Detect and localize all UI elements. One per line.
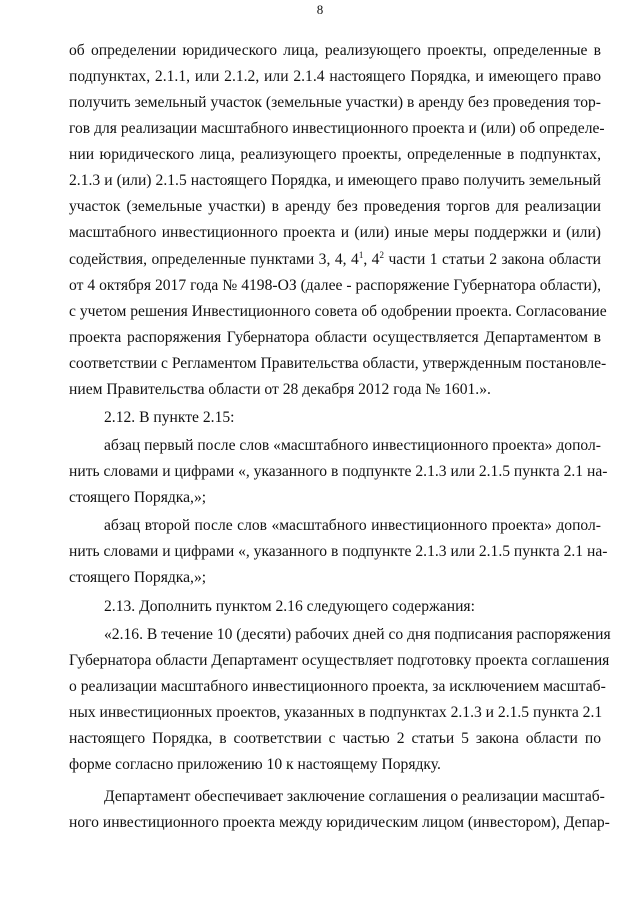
text-line: Губернатора области Департамент осуществляет подготовку проекта соглашения	[69, 652, 610, 669]
text-line: о реализации масштабного инвестиционного проекта, за исключением масштаб-	[69, 678, 606, 695]
text-line: подпунктах, 2.1.1, или 2.1.2, или 2.1.4 настоящего Порядка, и имеющего право	[69, 68, 601, 85]
text-line: нием Правительства области от 28 декабря 2012 года № 1601.».	[69, 381, 491, 398]
text-line: от 4 октября 2017 года № 4198-ОЗ (далее - распоряжение Губернатора области),	[69, 277, 601, 294]
text-line: соответствии с Регламентом Правительства области, утвержденным постановле-	[69, 355, 607, 372]
line-text-after: части 1 статьи 2 закона области	[383, 251, 601, 268]
text-line: форме согласно приложению 10 к настоящему Порядку.	[69, 756, 441, 773]
text-line: нить словами и цифрами «, указанного в подпункте 2.1.3 или 2.1.5 пункта 2.1 на-	[69, 463, 608, 480]
superscript: 2	[379, 250, 384, 260]
text-line: об определении юридического лица, реализующего проекты, определенные в	[69, 42, 601, 59]
section-heading: 2.12. В пункте 2.15:	[104, 409, 235, 426]
text-line: Департамент обеспечивает заключение соглашения о реализации масштаб-	[104, 788, 605, 805]
text-line: получить земельный участок (земельные участки) в аренду без проведения тор-	[69, 94, 601, 111]
text-line: абзац второй после слов «масштабного инвестиционного проекта» допол-	[104, 517, 601, 534]
text-line: абзац первый после слов «масштабного инвестиционного проекта» допол-	[104, 437, 601, 454]
line-text-before: содействия, определенные пунктами 3, 4, 4	[69, 251, 359, 268]
line-text-mid: , 4	[363, 251, 380, 268]
text-line: нить словами и цифрами «, указанного в подпункте 2.1.3 или 2.1.5 пункта 2.1 на-	[69, 543, 608, 560]
text-line: стоящего Порядка,»;	[69, 489, 207, 506]
superscript: 1	[358, 250, 364, 260]
text-line: масштабного инвестиционного проекта и (или) иные меры поддержки и (или)	[69, 224, 601, 241]
text-line: настоящего Порядка, в соответствии с частью 2 статьи 5 закона области по	[69, 730, 601, 747]
text-line: ного инвестиционного проекта между юридическим лицом (инвестором), Депар-	[69, 814, 610, 831]
text-line: участок (земельные участки) в аренду без проведения торгов для реализации	[69, 198, 601, 215]
text-line: гов для реализации масштабного инвестиционного проекта и (или) об определе-	[69, 120, 605, 137]
text-line: нии юридического лица, реализующего проекты, определенные в подпунктах,	[69, 146, 601, 163]
text-line: 2.1.3 и (или) 2.1.5 настоящего Порядка, и имеющего право получить земельный	[69, 172, 601, 189]
text-line: проекта распоряжения Губернатора области осуществляется Департаментом в	[69, 329, 601, 346]
text-line: с учетом решения Инвестиционного совета об одобрении проекта. Согласование	[69, 303, 607, 320]
text-line-with-superscripts	[69, 249, 601, 271]
text-line: стоящего Порядка,»;	[69, 569, 207, 586]
text-line: ных инвестиционных проектов, указанных в подпунктах 2.1.3 и 2.1.5 пункта 2.1	[69, 704, 603, 721]
text-line: «2.16. В течение 10 (десяти) рабочих дней со дня подписания распоряжения	[104, 626, 611, 643]
page-number: 8	[316, 2, 324, 17]
section-heading: 2.13. Дополнить пунктом 2.16 следующего содержания:	[104, 598, 475, 615]
